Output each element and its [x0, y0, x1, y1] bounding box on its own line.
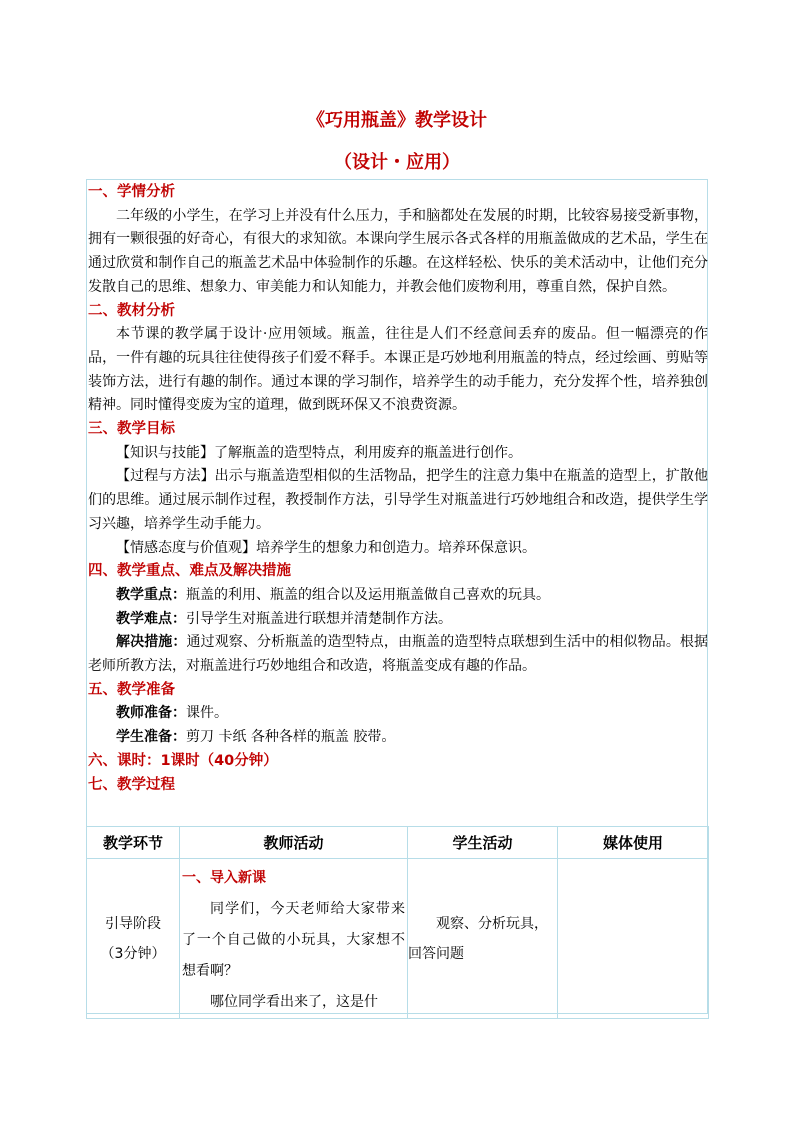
section-heading-material-analysis: 二、教材分析 [88, 302, 175, 319]
teacher-prep-line [88, 702, 708, 726]
teacher-activity-text: 同学们，今天老师给大家带来了一个自己做的小玩具，大家想不想看啊？ [182, 901, 405, 979]
material-analysis-text: 本节课的教学属于设计·应用领域。瓶盖，往往是人们不经意间丢弃的废品。但一幅漂亮的作品，一件有趣的玩具往往使得孩子们爱不释手。本课正是巧妙地利用瓶盖的特点，经过绘画、剪贴等装饰方法，进行有趣的制作。通过本课的学习制作，培养学生的动手能力，充分发挥个性，培养独创精神。同时懂得变废为宝的道理，做到既环保又不浪费资源。 [88, 326, 708, 414]
section-heading-preparation: 五、教学准备 [88, 681, 175, 698]
key-point-line [88, 584, 708, 608]
goal-knowledge: 【知识与技能】了解瓶盖的造型特点，利用废弃的瓶盖进行创作。 [116, 444, 522, 461]
table-header-row [87, 827, 709, 859]
teacher-activity-subheading: 一、导入新课 [182, 870, 266, 886]
student-activity-cell [408, 859, 558, 1019]
student-activity-text: 观察、分析玩具，回答问题 [408, 915, 548, 962]
document-title: 《巧用瓶盖》教学设计 [307, 110, 487, 131]
section-heading-learner-analysis: 一、学情分析 [88, 184, 175, 200]
difficulty-label: 教学难点： [116, 610, 186, 627]
solution-line [88, 631, 708, 678]
table-row [87, 859, 709, 1019]
section-heading-key-points: 四、教学重点、难点及解决措施 [88, 563, 291, 580]
header-teacher-activity: 教师活动 [180, 827, 408, 859]
stage-cell [87, 859, 180, 1019]
stage-time: （3分钟） [100, 945, 166, 962]
goal-process: 【过程与方法】出示与瓶盖造型相似的生活物品，把学生的注意力集中在瓶盖的造型上，扩散他们的思维。通过展示制作过程，教授制作方法，引导学生对瓶盖进行巧妙地组合和改造，提供学生学习兴趣，培养学生动手能力。 [88, 468, 708, 532]
student-prep-text: 剪刀 卡纸 各种各样的瓶盖 胶带。 [186, 729, 396, 746]
stage-name: 引导阶段 [105, 915, 161, 932]
difficulty-line [88, 608, 708, 632]
goal-emotion: 【情感态度与价值观】培养学生的想象力和创造力。培养环保意识。 [116, 539, 536, 556]
student-prep-label: 学生准备： [116, 729, 186, 746]
document-subtitle: （设计・应用） [334, 152, 460, 173]
key-point-label: 教学重点： [116, 586, 186, 603]
teaching-process-table [86, 826, 709, 1019]
solution-text: 通过观察、分析瓶盖的造型特点，由瓶盖的造型特点联想到生活中的相似物品。根据老师所教方法，对瓶盖进行巧妙地组合和改造，将瓶盖变成有趣的作品。 [88, 634, 709, 675]
section-heading-teaching-process: 七、教学过程 [88, 776, 175, 793]
header-stage: 教学环节 [87, 827, 180, 859]
media-cell [558, 859, 709, 1019]
header-media: 媒体使用 [558, 827, 709, 859]
teacher-prep-label: 教师准备： [116, 705, 186, 722]
design-content [88, 181, 708, 797]
key-point-text: 瓶盖的利用、瓶盖的组合以及运用瓶盖做自己喜欢的玩具。 [186, 586, 550, 603]
difficulty-text: 引导学生对瓶盖进行联想并清楚制作方法。 [186, 610, 452, 627]
teacher-prep-text: 课件。 [186, 705, 228, 722]
header-student-activity: 学生活动 [408, 827, 558, 859]
learner-analysis-text: 二年级的小学生，在学习上并没有什么压力，手和脑都处在发展的时期，比较容易接受新事物，拥有一颗很强的好奇心，有很大的求知欲。本课向学生展示各式各样的用瓶盖做成的艺术品，学生在通过欣赏和制作自己的瓶盖艺术品中体验制作的乐趣。在这样轻松、快乐的美术活动中，让他们充分发散自己的思维、想象力、审美能力和认知能力，并教会他们废物利用，尊重自然，保护自然。 [88, 207, 708, 295]
teacher-activity-text-2: 哪位同学看出来了，这是什 [210, 994, 378, 1010]
section-heading-teaching-goals: 三、教学目标 [88, 421, 175, 438]
solution-label: 解决措施： [116, 634, 187, 651]
student-prep-line [88, 726, 708, 750]
teacher-activity-cell [180, 859, 408, 1019]
section-heading-class-hours: 六、课时：1课时（40分钟） [88, 752, 278, 769]
